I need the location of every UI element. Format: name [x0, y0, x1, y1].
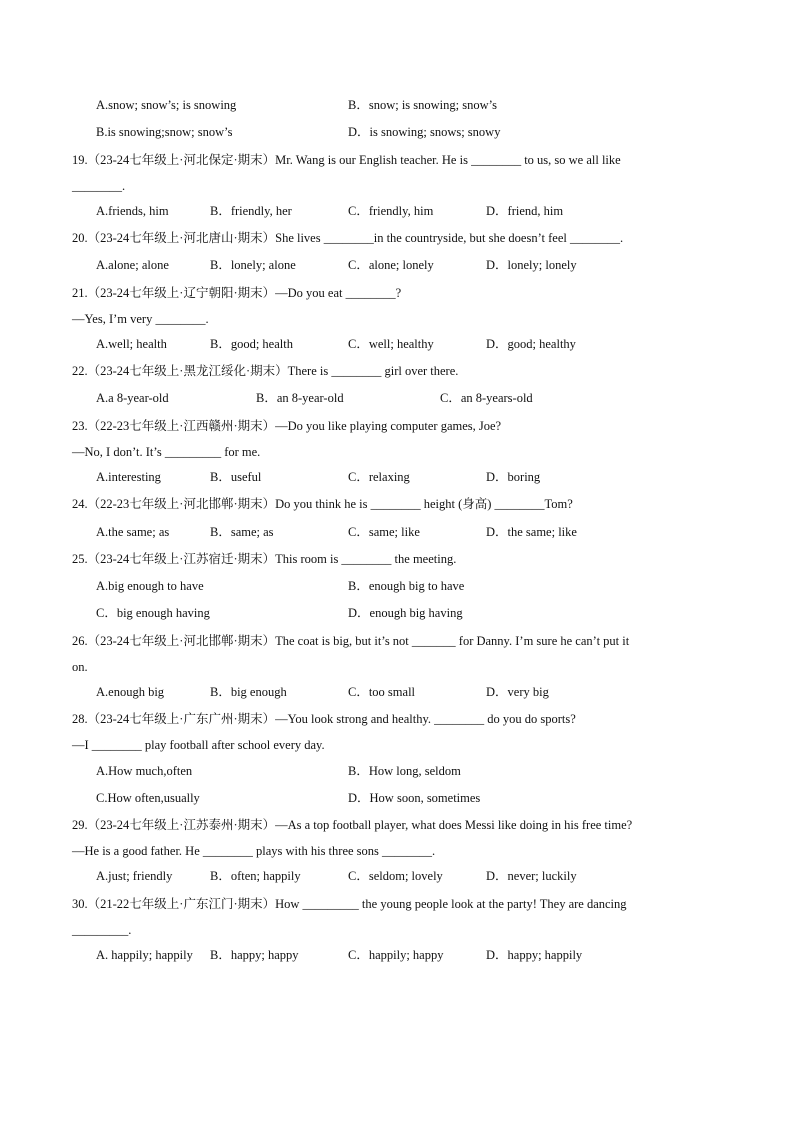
option-b: B．friendly, her	[210, 204, 292, 218]
option-c: C．an 8-years-old	[440, 391, 533, 405]
question-30: 30.（21-22七年级上·广东江门·期末）How _________ the young people look at the party! They are dancing	[72, 897, 627, 911]
option-a: A.alone; alone	[96, 258, 169, 272]
option-b: B．happy; happy	[210, 948, 299, 962]
question-25: 25.（23-24七年级上·江苏宿迁·期末）This room is ________ the meeting.	[72, 552, 457, 566]
question-24: 24.（22-23七年级上·河北邯郸·期末）Do you think he is ________ height (身高) ________Tom?	[72, 497, 573, 511]
question-19: 19.（23-24七年级上·河北保定·期末）Mr. Wang is our English teacher. He is ________ to us, so we all like	[72, 153, 621, 167]
question-28: 28.（23-24七年级上·广东广州·期末）—You look strong and healthy. ________ do you do sports?	[72, 712, 576, 726]
option-d: D．How soon, sometimes	[348, 791, 481, 805]
option-c: C．happily; happy	[348, 948, 444, 962]
question-22: 22.（23-24七年级上·黑龙江绥化·期末）There is ________ girl over there.	[72, 364, 459, 378]
question-30-continued: _________.	[72, 923, 132, 937]
question-29: 29.（23-24七年级上·江苏泰州·期末）—As a top football player, what does Messi like doing in his free time?	[72, 818, 633, 832]
question-21-reply: —Yes, I’m very ________.	[72, 312, 209, 326]
option-b: B．often; happily	[210, 869, 301, 883]
option-b: B．snow; is snowing; snow’s	[348, 98, 497, 112]
option-d: D．never; luckily	[486, 869, 577, 883]
question-23-reply: —No, I don’t. It’s _________ for me.	[72, 445, 261, 459]
option-d: D．the same; like	[486, 525, 577, 539]
question-26: 26.（23-24七年级上·河北邯郸·期末）The coat is big, but it’s not _______ for Danny. I’m sure he can’t put it	[72, 634, 630, 648]
option-b: B．same; as	[210, 525, 274, 539]
option-a: A.just; friendly	[96, 869, 173, 883]
option-d: D．lonely; lonely	[486, 258, 577, 272]
option-b: B．good; health	[210, 337, 293, 351]
option-d: D．is snowing; snows; snowy	[348, 125, 501, 139]
question-28-reply: —I ________ play football after school every day.	[72, 738, 325, 752]
option-b: B．How long, seldom	[348, 764, 461, 778]
question-29-reply: —He is a good father. He ________ plays with his three sons ________.	[72, 844, 436, 858]
option-d: D．enough big having	[348, 606, 463, 620]
option-c: C．big enough having	[96, 606, 210, 620]
option-a: A.a 8-year-old	[96, 391, 169, 405]
option-c: C．same; like	[348, 525, 420, 539]
option-b: B．lonely; alone	[210, 258, 296, 272]
option-c: C．seldom; lovely	[348, 869, 443, 883]
option-c: C．relaxing	[348, 470, 410, 484]
option-b: B．enough big to have	[348, 579, 465, 593]
option-b: B．useful	[210, 470, 262, 484]
option-c: C．well; healthy	[348, 337, 434, 351]
option-d: D．boring	[486, 470, 541, 484]
option-a: A.friends, him	[96, 204, 169, 218]
option-c: B.is snowing;snow; snow’s	[96, 125, 233, 139]
question-26-continued: on.	[72, 660, 88, 674]
option-d: D．friend, him	[486, 204, 564, 218]
option-a: A. happily; happily	[96, 948, 193, 962]
option-c: C．friendly, him	[348, 204, 434, 218]
option-c: C.How often,usually	[96, 791, 200, 805]
option-c: C．too small	[348, 685, 416, 699]
option-d: D．very big	[486, 685, 549, 699]
option-d: D．good; healthy	[486, 337, 576, 351]
question-21: 21.（23-24七年级上·辽宁朝阳·期末）—Do you eat ________?	[72, 286, 402, 300]
option-a: A.big enough to have	[96, 579, 204, 593]
question-20: 20.（23-24七年级上·河北唐山·期末）She lives ________in the countryside, but she doesn’t feel ________.	[72, 231, 624, 245]
option-a: A.enough big	[96, 685, 165, 699]
option-b: B．an 8-year-old	[256, 391, 344, 405]
question-19-continued: ________.	[72, 179, 126, 193]
option-d: D．happy; happily	[486, 948, 583, 962]
option-a: A.interesting	[96, 470, 161, 484]
option-b: B．big enough	[210, 685, 287, 699]
option-c: C．alone; lonely	[348, 258, 434, 272]
option-a: A.snow; snow’s; is snowing	[96, 98, 237, 112]
option-a: A.the same; as	[96, 525, 170, 539]
option-a: A.well; health	[96, 337, 167, 351]
question-23: 23.（22-23七年级上·江西赣州·期末）—Do you like playing computer games, Joe?	[72, 419, 502, 433]
option-a: A.How much,often	[96, 764, 193, 778]
